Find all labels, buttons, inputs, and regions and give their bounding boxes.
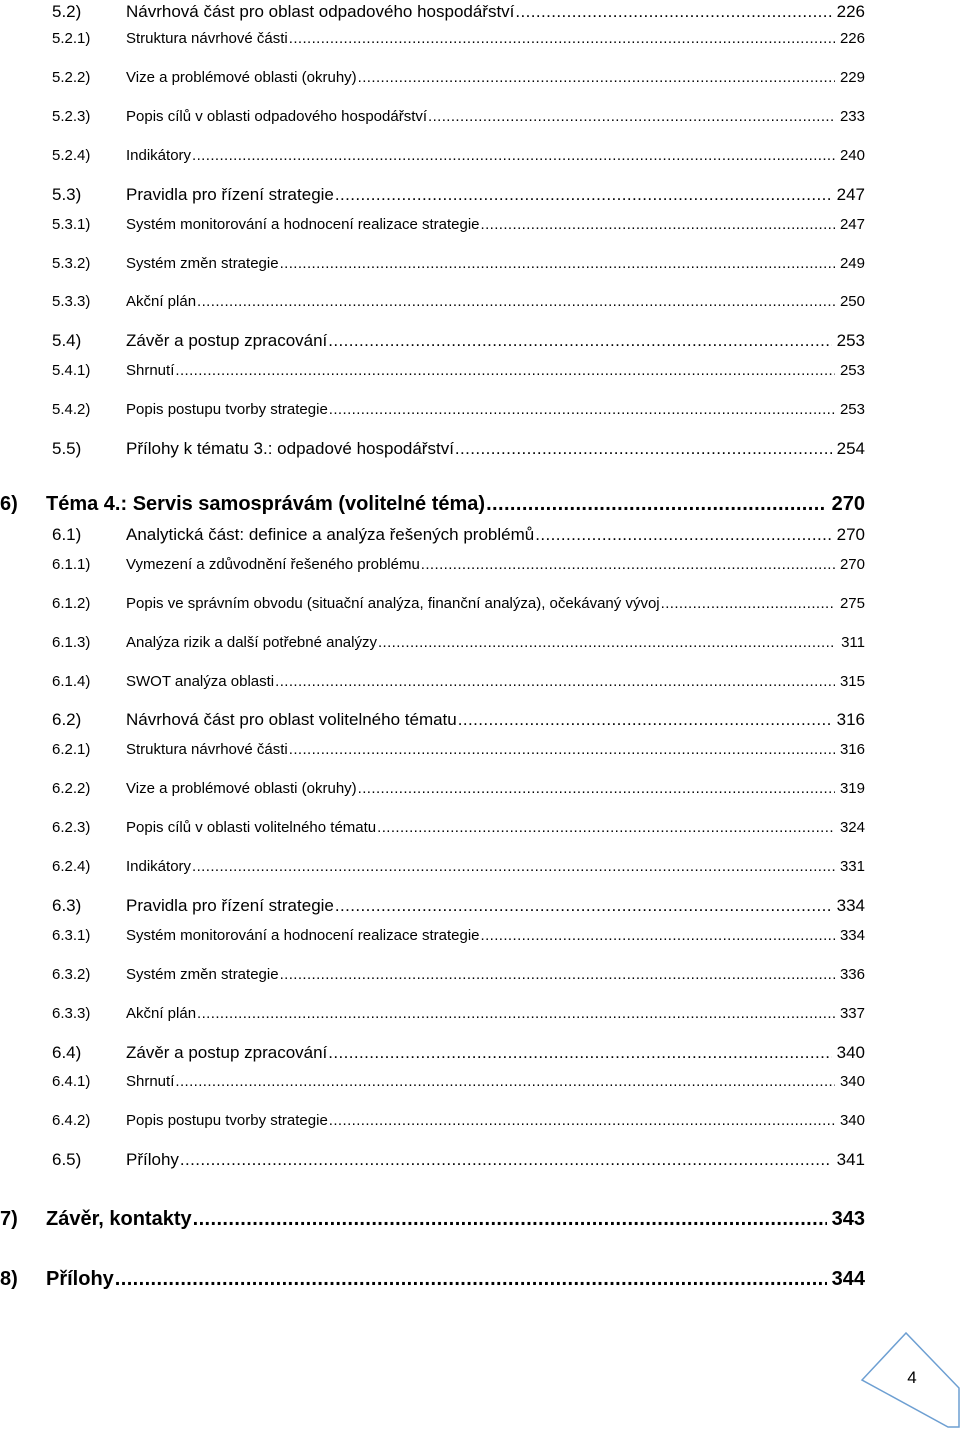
toc-entry-page-number: 311 [841, 634, 865, 651]
toc-entry[interactable] [0, 1002, 865, 1026]
toc-entry-page-number: 270 [831, 493, 865, 515]
toc-entry[interactable] [0, 670, 865, 694]
toc-entry-page-number: 226 [836, 2, 865, 21]
toc-entry-page-number: 229 [839, 69, 865, 86]
toc-entry[interactable] [0, 252, 865, 276]
toc-entry-page-number: 249 [839, 255, 865, 272]
toc-entry-title: Přílohy k tématu 3.: odpadové hospodářství [126, 439, 454, 458]
dot-leader [289, 27, 835, 51]
toc-entry-number: 7) [0, 1208, 18, 1230]
toc-entry-page-number: 336 [839, 966, 865, 983]
toc-entry-title: Téma 4.: Servis samosprávám (volitelné téma) [46, 493, 486, 515]
toc-entry[interactable] [0, 1205, 865, 1233]
toc-entry-title: Shrnutí [126, 1073, 175, 1090]
toc-entry[interactable] [0, 1148, 865, 1172]
page-number-badge [855, 1325, 960, 1429]
toc-entry[interactable] [0, 359, 865, 383]
toc-entry-title: Shrnutí [126, 362, 175, 379]
toc-entry[interactable] [0, 924, 865, 948]
toc-entry-number: 5.2.4) [52, 147, 91, 164]
dot-leader [377, 816, 835, 840]
dot-leader [275, 670, 835, 694]
dot-leader [192, 144, 835, 168]
toc-entry-page-number: 250 [839, 293, 865, 310]
dot-leader [661, 592, 835, 616]
toc-entry[interactable] [0, 553, 865, 577]
toc-entry-title: Struktura návrhové části [126, 741, 288, 758]
toc-entry-page-number: 343 [831, 1208, 865, 1230]
toc-entry-page-number: 340 [839, 1073, 865, 1090]
toc-entry-number: 5.2.2) [52, 69, 91, 86]
toc-entry-title: Návrhová část pro oblast volitelného tématu [126, 710, 457, 729]
toc-entry-page-number: 247 [836, 185, 865, 204]
toc-entry-title: Vize a problémové oblasti (okruhy) [126, 69, 357, 86]
dot-leader [329, 398, 835, 422]
toc-entry[interactable] [0, 213, 865, 237]
dot-leader [280, 963, 835, 987]
toc-entry[interactable] [0, 290, 865, 314]
toc-entry-number: 5.4) [52, 331, 82, 350]
toc-entry-title: Pravidla pro řízení strategie [126, 896, 334, 915]
dot-leader [180, 1148, 832, 1172]
toc-entry-page-number: 319 [839, 780, 865, 797]
toc-entry-title: Přílohy [46, 1268, 114, 1290]
dot-leader [193, 1205, 827, 1233]
dot-leader [197, 1002, 835, 1026]
toc-entry-page-number: 324 [839, 819, 865, 836]
dot-leader [481, 213, 835, 237]
dot-leader [335, 894, 832, 918]
toc-entry[interactable] [0, 855, 865, 879]
toc-entry-page-number: 233 [839, 108, 865, 125]
toc-entry-page-number: 340 [836, 1043, 865, 1062]
dot-leader [328, 1041, 831, 1065]
dot-leader [328, 329, 831, 353]
toc-entry-title: Struktura návrhové části [126, 30, 288, 47]
dot-leader [335, 183, 832, 207]
toc-entry-page-number: 253 [839, 362, 865, 379]
toc-entry-page-number: 240 [839, 147, 865, 164]
toc-entry-number: 5.3.2) [52, 255, 91, 272]
toc-entry-number: 5.3) [52, 185, 82, 204]
toc-entry-title: Vymezení a zdůvodnění řešeného problému [126, 556, 420, 573]
toc-entry-title: Pravidla pro řízení strategie [126, 185, 334, 204]
toc-entry-title: Systém monitorování a hodnocení realizace strategie [126, 216, 480, 233]
toc-entry[interactable] [0, 894, 865, 918]
toc-entry-title: Indikátory [126, 858, 192, 875]
dot-leader [175, 359, 835, 383]
toc-entry[interactable] [0, 183, 865, 207]
toc-entry-title: Vize a problémové oblasti (okruhy) [126, 780, 357, 797]
toc-entry-title: Indikátory [126, 147, 192, 164]
toc-entry-page-number: 316 [839, 741, 865, 758]
toc-entry-number: 5.4.2) [52, 401, 91, 418]
toc-entry[interactable] [0, 708, 865, 732]
toc-entry-number: 5.2.1) [52, 30, 91, 47]
dot-leader [486, 490, 827, 518]
toc-entry-number: 6.4.1) [52, 1073, 91, 1090]
toc-entry-page-number: 270 [839, 556, 865, 573]
toc-entry[interactable] [0, 329, 865, 353]
toc-entry-number: 5.5) [52, 439, 82, 458]
toc-entry[interactable] [0, 777, 865, 801]
toc-entry-page-number: 331 [839, 858, 865, 875]
toc-entry-number: 6.3.2) [52, 966, 91, 983]
dot-leader [197, 290, 835, 314]
toc-entry[interactable] [0, 816, 865, 840]
toc-entry-page-number: 316 [836, 710, 865, 729]
toc-entry-number: 5.3.1) [52, 216, 91, 233]
toc-entry-title: Závěr, kontakty [46, 1208, 192, 1230]
toc-entry[interactable] [0, 963, 865, 987]
dot-leader [421, 553, 835, 577]
dot-leader [458, 708, 832, 732]
toc-entry-page-number: 226 [839, 30, 865, 47]
dot-leader [289, 738, 835, 762]
toc-entry[interactable] [0, 105, 865, 129]
toc-entry-title: Závěr a postup zpracování [126, 1043, 328, 1062]
toc-entry-page-number: 247 [839, 216, 865, 233]
dot-leader [481, 924, 835, 948]
toc-entry-number: 6.2.3) [52, 819, 91, 836]
toc-entry-title: Akční plán [126, 293, 197, 310]
toc-entry[interactable] [0, 490, 865, 518]
toc-entry-number: 5.2) [52, 2, 82, 21]
dot-leader [455, 437, 832, 461]
toc-entry-page-number: 334 [836, 896, 865, 915]
toc-entry[interactable] [0, 738, 865, 762]
toc-entry-title: Systém monitorování a hodnocení realizace strategie [126, 927, 480, 944]
toc-entry-number: 6.4) [52, 1043, 82, 1062]
toc-entry-title: Systém změn strategie [126, 966, 279, 983]
toc-entry-title: Analytická část: definice a analýza řešených problémů [126, 525, 535, 544]
toc-entry-number: 6.3.3) [52, 1005, 91, 1022]
toc-entry[interactable] [0, 1041, 865, 1065]
toc-entry-page-number: 254 [836, 439, 865, 458]
toc-entry-number: 6.1.3) [52, 634, 91, 651]
dot-leader [428, 105, 835, 129]
dot-leader [115, 1265, 827, 1293]
toc-entry-number: 5.3.3) [52, 293, 91, 310]
toc-entry-title: Systém změn strategie [126, 255, 279, 272]
toc-entry-page-number: 315 [839, 673, 865, 690]
toc-entry-number: 6.1.4) [52, 673, 91, 690]
toc-entry-title: Akční plán [126, 1005, 197, 1022]
dot-leader [329, 1109, 835, 1133]
toc-entry-number: 6.3.1) [52, 927, 91, 944]
toc-entry-title: Popis postupu tvorby strategie [126, 1112, 328, 1129]
toc-entry-number: 6.2.2) [52, 780, 91, 797]
toc-entry-number: 8) [0, 1268, 18, 1290]
toc-entry-number: 6) [0, 493, 18, 515]
toc-entry[interactable] [0, 1109, 865, 1133]
toc-entry-title: Závěr a postup zpracování [126, 331, 328, 350]
toc-entry-number: 6.2.4) [52, 858, 91, 875]
toc-entry-title: Návrhová část pro oblast odpadového hospodářství [126, 2, 515, 21]
toc-entry-title: Analýza rizik a další potřebné analýzy [126, 634, 377, 651]
toc-entry-number: 6.1) [52, 525, 82, 544]
dot-leader [515, 0, 831, 24]
page-number: 4 [907, 1368, 917, 1387]
toc-entry[interactable] [0, 0, 865, 24]
toc-entry-title: SWOT analýza oblasti [126, 673, 275, 690]
dot-leader [280, 252, 835, 276]
dot-leader [358, 66, 835, 90]
toc-entry-number: 6.5) [52, 1150, 82, 1169]
toc-entry-page-number: 253 [839, 401, 865, 418]
toc-entry-number: 6.1.2) [52, 595, 91, 612]
toc-entry[interactable] [0, 592, 865, 616]
toc-entry-number: 5.4.1) [52, 362, 91, 379]
toc-entry-page-number: 270 [836, 525, 865, 544]
toc-entry-page-number: 337 [839, 1005, 865, 1022]
toc-entry-page-number: 275 [839, 595, 865, 612]
toc-entry[interactable] [0, 1265, 865, 1293]
toc-entry-page-number: 340 [839, 1112, 865, 1129]
toc-entry-title: Popis ve správním obvodu (situační analýza, finanční analýza), očekávaný vývoj [126, 595, 660, 612]
toc-entry[interactable] [0, 437, 865, 461]
dot-leader [175, 1070, 835, 1094]
toc-entry[interactable] [0, 523, 865, 547]
toc-entry[interactable] [0, 144, 865, 168]
toc-entry-title: Popis cílů v oblasti odpadového hospodářství [126, 108, 428, 125]
toc-entry-title: Popis postupu tvorby strategie [126, 401, 328, 418]
toc-entry-number: 6.4.2) [52, 1112, 91, 1129]
dot-leader [358, 777, 835, 801]
dot-leader [535, 523, 831, 547]
toc-entry-number: 6.1.1) [52, 556, 91, 573]
toc-entry-number: 5.2.3) [52, 108, 91, 125]
dot-leader [192, 855, 835, 879]
toc-entry[interactable] [0, 27, 865, 51]
toc-entry-page-number: 341 [836, 1150, 865, 1169]
toc-entry[interactable] [0, 398, 865, 422]
toc-entry[interactable] [0, 631, 865, 655]
toc-entry[interactable] [0, 66, 865, 90]
toc-entry-number: 6.3) [52, 896, 82, 915]
toc-entry-number: 6.2) [52, 710, 82, 729]
dot-leader [378, 631, 836, 655]
toc-entry-title: Popis cílů v oblasti volitelného tématu [126, 819, 377, 836]
toc-entry[interactable] [0, 1070, 865, 1094]
toc-entry-number: 6.2.1) [52, 741, 91, 758]
toc-entry-page-number: 334 [839, 927, 865, 944]
toc-entry-page-number: 344 [831, 1268, 865, 1290]
toc-entry-page-number: 253 [836, 331, 865, 350]
toc-entry-title: Přílohy [126, 1150, 179, 1169]
